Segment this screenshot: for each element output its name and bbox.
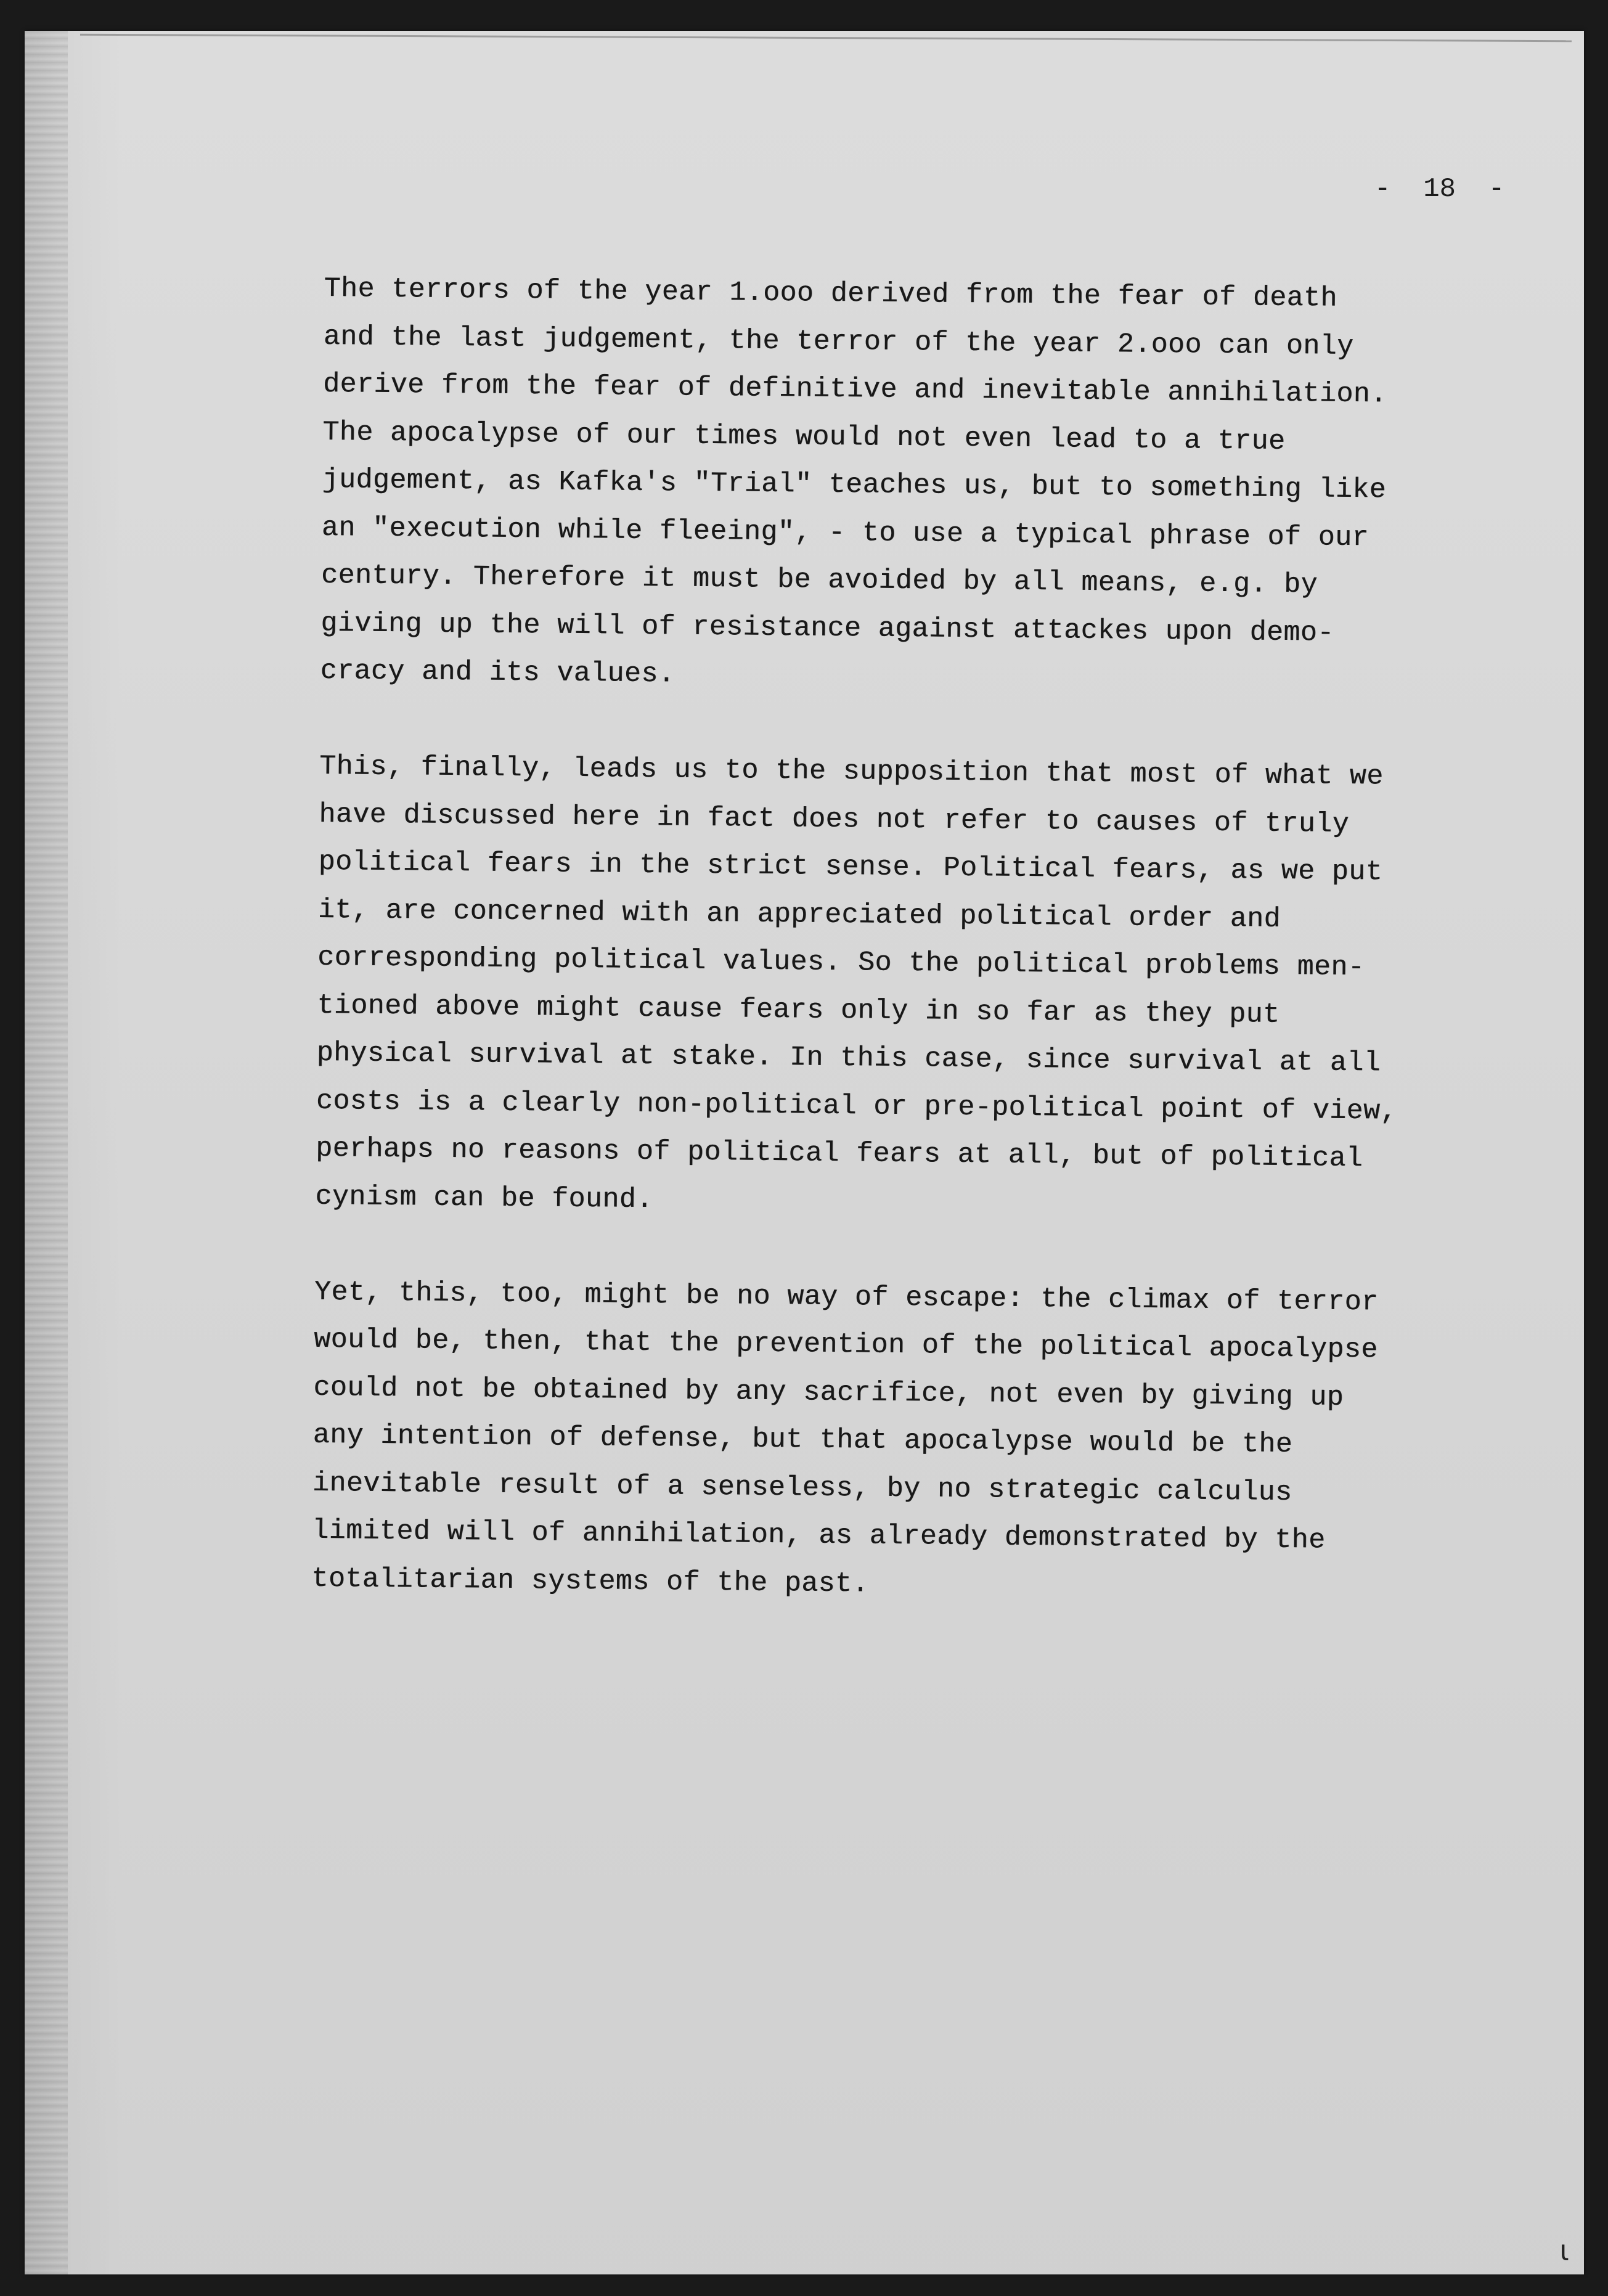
text-line: cynism can be found.	[315, 1180, 653, 1215]
text-line: an "execution while fleeing", - to use a typical phrase of our	[321, 512, 1369, 554]
text-line: costs is a clearly non-political or pre-political point of view,	[316, 1085, 1398, 1127]
text-line: any intention of defense, but that apocalypse would be the	[312, 1419, 1293, 1461]
text-line: The terrors of the year 1.ooo derived from the fear of death	[324, 272, 1338, 314]
document-page	[25, 31, 1584, 2274]
text-line: and the last judgement, the terror of the year 2.ooo can only	[323, 321, 1354, 362]
text-line: have discussed here in fact does not refer to causes of truly	[319, 798, 1350, 840]
text-line: tioned above might cause fears only in so far as they put	[317, 989, 1280, 1031]
text-line: corresponding political values. So the political problems men-	[317, 941, 1365, 984]
top-edge-line	[80, 34, 1572, 43]
text-line: perhaps no reasons of political fears at all, but of political	[315, 1132, 1363, 1175]
text-line: it, are concerned with an appreciated political order and	[317, 894, 1281, 935]
text-line: could not be obtained by any sacrifice, not even by giving up	[313, 1371, 1344, 1413]
text-line: limited will of annihilation, as already demonstrated by the	[312, 1514, 1326, 1556]
text-line: This, finally, leads us to the supposition that most of what we	[319, 750, 1384, 793]
text-line: The apocalypse of our times would not even lead to a true	[322, 416, 1286, 457]
text-line: derive from the fear of definitive and inevitable annihilation.	[322, 368, 1387, 411]
text-line: century. Therefore it must be avoided by all means, e.g. by	[320, 559, 1318, 601]
paragraph-3	[311, 1268, 1572, 1614]
paragraph-2	[315, 743, 1577, 1233]
text-line: judgement, as Kafka's "Trial" teaches us, but to something like	[322, 464, 1387, 506]
text-line: political fears in the strict sense. Political fears, as we put	[318, 846, 1383, 888]
text-line: would be, then, that the prevention of the political apocalypse	[314, 1323, 1378, 1366]
text-line: Yet, this, too, might be no way of escape: the climax of terror	[314, 1276, 1379, 1318]
page-left-edge-shadow	[25, 31, 68, 2274]
corner-scratch-mark: ɩ	[1559, 2234, 1569, 2267]
body-text	[311, 265, 1581, 1662]
text-line: cracy and its values.	[320, 655, 675, 690]
text-line: inevitable result of a senseless, by no strategic calculus	[312, 1467, 1292, 1508]
text-line: totalitarian systems of the past.	[311, 1563, 870, 1600]
page-number: - 18 -	[1374, 174, 1505, 205]
text-line: physical survival at stake. In this case, since survival at all	[316, 1037, 1381, 1079]
paragraph-1	[320, 265, 1581, 707]
text-line: giving up the will of resistance against attackes upon demo-	[320, 607, 1334, 649]
